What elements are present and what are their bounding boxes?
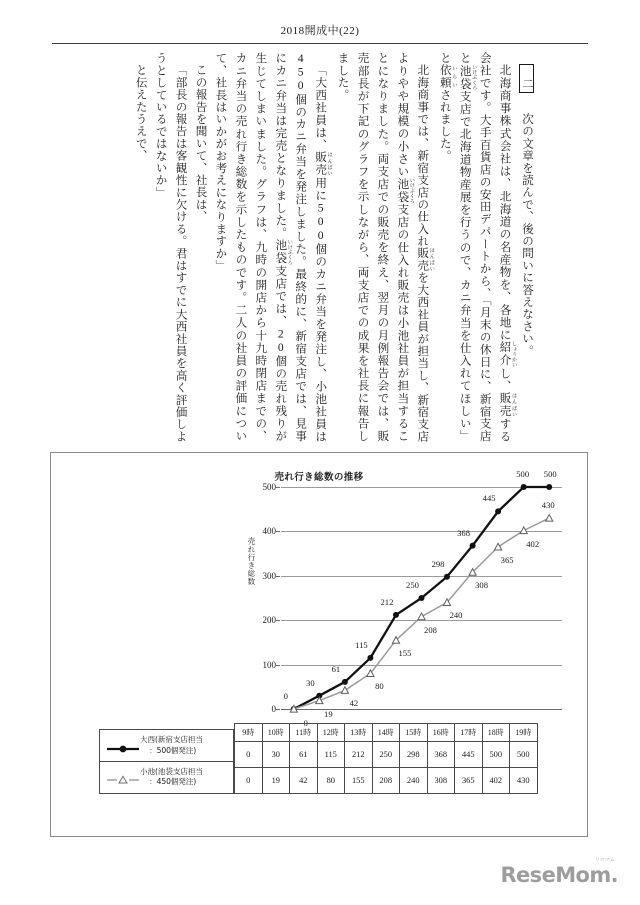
- table-cell-1-8: 365: [455, 768, 483, 794]
- legend-label-onishi-line1: 大西(新宿支店担当: [140, 735, 203, 745]
- legend-item-onishi: [100, 730, 233, 761]
- data-label-0-3: 115: [355, 639, 368, 650]
- data-label-1-4: 155: [398, 648, 412, 659]
- watermark: [500, 857, 618, 887]
- table-header-cell-2: 11時: [290, 724, 318, 742]
- data-point-1-2: [341, 687, 348, 694]
- table-header-cell-3: 12時: [317, 724, 345, 742]
- data-label-1-6: 240: [449, 610, 463, 621]
- watermark-ruby: リセマム: [595, 858, 615, 863]
- table-cell-0-5: 250: [372, 742, 400, 768]
- data-label-1-7: 308: [475, 580, 489, 591]
- question-instruction-line: [517, 52, 537, 442]
- table-cell-0-6: 298: [400, 742, 428, 768]
- table-cell-1-6: 240: [400, 768, 428, 794]
- legend-label-koike-line2: ：450個発注): [149, 777, 197, 787]
- tickmark-300: [276, 576, 280, 577]
- table-cell-0-0: 0: [235, 742, 263, 768]
- table-cell-0-9: 500: [482, 742, 510, 768]
- table-cell-0-7: 368: [427, 742, 455, 768]
- chart-title: 売れ行き総数の推移: [274, 472, 364, 483]
- table-cell-1-4: 155: [345, 768, 373, 794]
- paragraph-5: 「部長の報告は客観性に欠ける。君はすでに大西社員を高く評価しようとしているではないか」: [154, 52, 188, 442]
- table-cell-1-10: 430: [510, 768, 538, 794]
- y-tick-label-500: 500: [262, 482, 276, 492]
- data-label-1-10: 430: [541, 500, 555, 511]
- tickmark-500: [276, 487, 280, 488]
- table-header-cell-0: 9時: [235, 724, 263, 742]
- data-point-0-5: [419, 595, 425, 601]
- legend-label-koike-line1: 小池(池袋支店担当: [140, 767, 203, 776]
- paragraph-2: 北海商事では、新宿支店の仕入れ販売 はんばいを大西社員が担当し、新宿支店よりやや規模の小さい池袋 いけぶくろ支店の仕入れ販売は小池社員が担当することになりました。両支店での販売を終え、翌月の月例報告会では、販売部長が下記のグラフを示しながら、両支店での成果を社長に報告しました。: [336, 52, 435, 442]
- table-cell-0-4: 212: [345, 742, 373, 768]
- y-tick-label-300: 300: [262, 570, 276, 581]
- paragraph-4: この報告を聞いて、社長は、: [194, 63, 208, 223]
- table-cell-1-0: 0: [235, 768, 263, 794]
- legend-marker-filled-circle-icon: [106, 741, 140, 751]
- legend-label-koike: [140, 767, 203, 788]
- question-number-box: 二: [519, 64, 534, 93]
- table-cell-1-7: 308: [427, 768, 455, 794]
- table-row: [235, 742, 538, 768]
- table-cell-1-3: 80: [317, 768, 345, 794]
- data-point-1-10: [546, 515, 553, 522]
- table-cell-0-8: 445: [455, 742, 483, 768]
- data-label-0-6: 298: [431, 558, 445, 569]
- data-point-0-6: [444, 574, 450, 580]
- tickmark-400: [276, 531, 280, 532]
- data-point-0-10: [546, 484, 552, 490]
- y-tick-label-200: 200: [262, 615, 276, 626]
- data-label-0-8: 445: [482, 493, 496, 504]
- table-header-row: [235, 724, 538, 742]
- question-instruction: 次の文章を読んで、後の問いに答えなさい。: [521, 112, 534, 357]
- paragraph-3: 「大西社員は、販売 はんばい用に500個のカニ弁当を発注し、小池社員は450個のカニ弁当を発注しました。最終的に、新宿支店では、見事にカニ弁当は完売となりました。池袋 いけぶくろ支店では、20個の売れ残りが生じてしまいました。グラフは、九時の開店から十九時閉店までの、カニ弁当の売れ行き総数を示したものです。二人の社員の評価について、社長はいかがお考えになりますか」: [214, 52, 333, 442]
- data-point-1-8: [495, 543, 502, 550]
- table-cell-1-2: 42: [290, 768, 318, 794]
- data-label-1-1: 19: [324, 708, 333, 719]
- page-header: 2018開成中(22): [280, 25, 360, 37]
- legend-label-onishi: [140, 735, 203, 756]
- table-cell-0-3: 115: [317, 742, 345, 768]
- table-cell-0-1: 30: [262, 742, 290, 768]
- table-cell-1-1: 19: [262, 768, 290, 794]
- data-label-0-5: 250: [406, 580, 419, 590]
- table-cell-0-10: 500: [510, 742, 538, 768]
- table-header-cell-4: 13時: [345, 724, 373, 742]
- data-label-1-2: 42: [349, 698, 359, 709]
- y-tick-label-0: 0: [271, 704, 276, 714]
- header-divider: [52, 43, 588, 44]
- data-point-0-9: [521, 484, 527, 490]
- data-point-0-3: [367, 655, 373, 661]
- legend-item-koike: [100, 761, 233, 793]
- data-point-1-9: [520, 527, 527, 534]
- chart-y-axis-label: 売れ行き総数: [246, 537, 256, 586]
- data-point-0-8: [495, 508, 501, 514]
- data-label-1-5: 208: [424, 624, 437, 635]
- data-label-1-8: 365: [500, 554, 514, 565]
- table-row: [235, 768, 538, 794]
- chart-container: [50, 452, 588, 837]
- data-label-0-1: 30: [306, 677, 315, 688]
- y-tick-label-400: 400: [262, 526, 276, 537]
- data-point-1-5: [418, 613, 425, 620]
- table-header-cell-1: 10時: [262, 724, 290, 742]
- table-header-cell-7: 16時: [427, 724, 455, 742]
- data-label-0-7: 368: [457, 527, 471, 538]
- table-header-cell-8: 17時: [455, 724, 483, 742]
- y-tick-label-100: 100: [262, 659, 276, 670]
- tickmark-100: [276, 665, 280, 666]
- tickmark-200: [276, 620, 280, 621]
- chart-data-table: [234, 723, 538, 794]
- table-cell-1-5: 208: [372, 768, 400, 794]
- question-body: [52, 52, 537, 442]
- paragraph-1: 北海商事株式会社は、北海道の名産物を、各地に紹介 しょうかいし、販売 はんばいする会社です。大手百貨店の安田デパートから、「月末の休日に、新宿支店と池袋 いけぶくろ支店で北海道物産展を行うので、カニ弁当を仕入れてほしい」と依頼 いらいされました。: [438, 52, 518, 442]
- data-point-0-4: [393, 612, 399, 618]
- data-label-0-0: 0: [283, 691, 288, 701]
- data-label-0-10: 500: [543, 469, 557, 479]
- table-header-cell-5: 14時: [372, 724, 400, 742]
- tickmark-0: [276, 709, 280, 710]
- data-label-1-3: 80: [375, 681, 384, 692]
- data-label-0-4: 212: [380, 596, 394, 607]
- data-point-0-7: [470, 543, 476, 549]
- table-cell-1-9: 402: [482, 768, 510, 794]
- legend-marker-open-triangle-icon: [106, 772, 140, 782]
- watermark-logo: ReseMom.: [500, 863, 618, 887]
- data-label-0-2: 61: [331, 663, 341, 674]
- table-header-cell-6: 15時: [400, 724, 428, 742]
- chart-series-layer: [281, 487, 562, 709]
- table-cell-0-2: 61: [290, 742, 318, 768]
- legend-label-onishi-line2: ：500個発注): [149, 745, 197, 755]
- data-label-1-9: 402: [526, 538, 540, 549]
- paragraph-6: と伝えたうえで、: [134, 63, 148, 162]
- chart-legend: [99, 729, 234, 794]
- data-label-0-9: 500: [516, 469, 530, 479]
- data-point-0-2: [342, 679, 348, 685]
- data-label-1-0: 0: [303, 718, 308, 728]
- table-header-cell-10: 19時: [510, 724, 538, 742]
- table-header-cell-9: 18時: [482, 724, 510, 742]
